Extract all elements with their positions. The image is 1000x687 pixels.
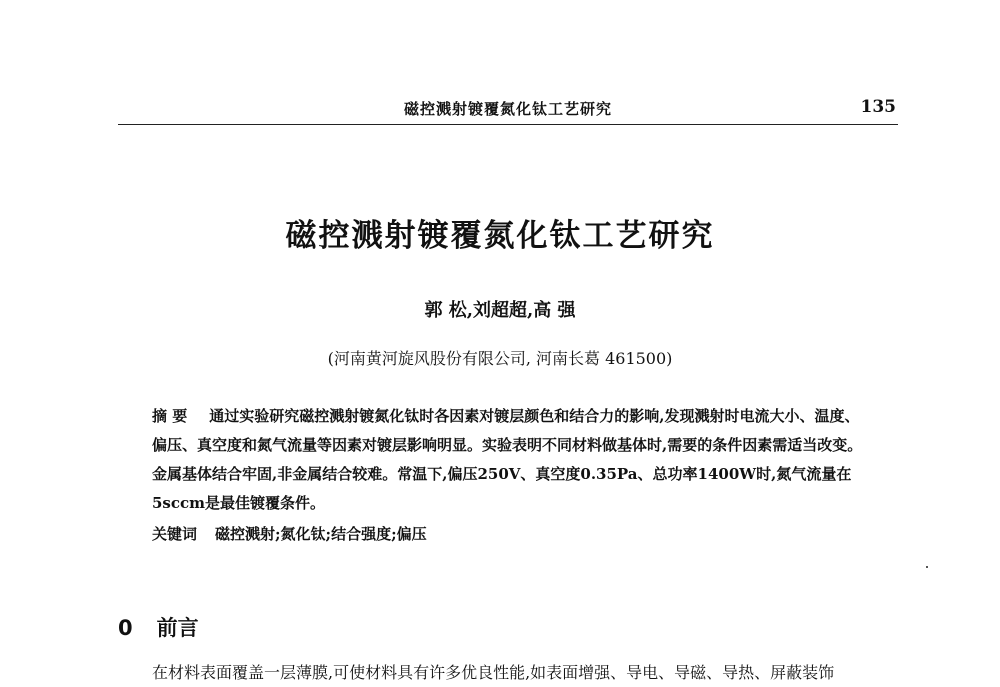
section-heading xyxy=(118,612,199,642)
section-number: 0 xyxy=(118,616,133,640)
page-number: 135 xyxy=(860,97,896,117)
author-list: 郭 松,刘超超,高 强 xyxy=(424,300,576,321)
abstract-text: 通过实验研究磁控溅射镀氮化钛时各因素对镀层颜色和结合力的影响,发现溅射时电流大小、温度、偏压、真空度和氮气流量等因素对镀层影响明显。实验表明不同材料做基体时,需要的条件因素需适当改变。金属基体结合牢固,非金属结合较难。常温下,偏压250V、真空度0.35Pa、总功率1400W时,氮气流量在5sccm是最佳镀覆条件。 xyxy=(152,407,863,512)
body-paragraph: 在材料表面覆盖一层薄膜,可使材料具有许多优良性能,如表面增强、导电、导磁、导热、屏蔽装饰 xyxy=(152,663,835,682)
keywords-label: 关键词 xyxy=(152,525,198,543)
abstract xyxy=(152,402,872,518)
affiliation: (河南黄河旋风股份有限公司, 河南长葛 461500) xyxy=(327,349,673,368)
keywords xyxy=(152,523,427,544)
running-header xyxy=(118,98,898,125)
abstract-label: 摘 要 xyxy=(152,407,188,425)
paper-title: 磁控溅射镀覆氮化钛工艺研究 xyxy=(285,218,715,254)
keywords-text: 磁控溅射;氮化钛;结合强度;偏压 xyxy=(215,525,427,543)
running-head-title: 磁控溅射镀覆氮化钛工艺研究 xyxy=(403,100,612,118)
scan-speck xyxy=(926,566,928,568)
section-title: 前言 xyxy=(156,616,199,640)
